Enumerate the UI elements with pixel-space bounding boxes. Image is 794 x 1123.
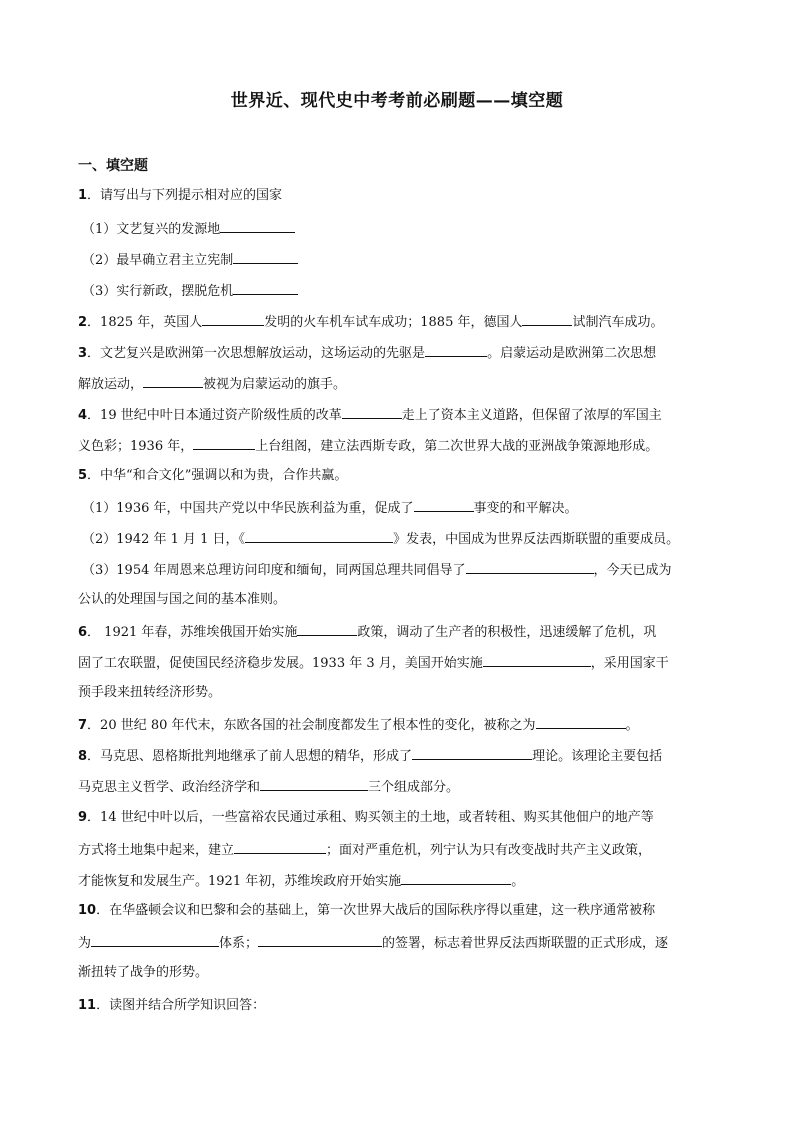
question-line <box>82 497 722 519</box>
question-text: ．中华“和合文化”强调以和为贵，合作共赢。 <box>87 468 348 483</box>
question-text: 的签署，标志着世界反法西斯联盟的正式形成，逐 <box>382 936 669 951</box>
question-1 <box>78 186 718 206</box>
question-text: 方式将土地集中起来，建立 <box>78 843 235 858</box>
question-text: 公认的处理国与国之间的基本准则。 <box>78 592 287 607</box>
question-3 <box>78 342 718 364</box>
question-text: 体系； <box>219 936 259 951</box>
question-text: ．马克思、恩格斯批判地继承了前人思想的精华，形成了 <box>87 749 413 764</box>
question-5 <box>78 466 718 486</box>
question-text: ；面对严重危机，列宁认为只有改变战时共产主义政策， <box>326 843 652 858</box>
question-text: 三个组成部分。 <box>368 780 460 795</box>
question-text: 解放运动， <box>78 377 144 392</box>
question-text: ． 1921 年春，苏维埃俄国开始实施 <box>87 625 298 640</box>
question-text: ．请写出与下列提示相对应的国家 <box>87 188 283 203</box>
question-line <box>78 776 718 798</box>
question-text: 政策，调动了生产者的积极性，迅速缓解了危机，巩 <box>357 625 657 640</box>
question-text: 固了工农联盟，促使国民经济稳步发展。1933 年 3 月，美国开始实施 <box>78 656 483 671</box>
question-line <box>78 435 718 457</box>
question-text: ．20 世纪 80 年代末，东欧各国的社会制度都发生了根本性的变化，被称之为 <box>87 718 536 733</box>
answer-blank[interactable] <box>220 218 295 233</box>
question-2 <box>78 311 718 333</box>
question-line <box>78 839 718 861</box>
question-line <box>82 218 722 240</box>
question-9 <box>78 808 718 828</box>
question-text: 预手段来扭转经济形势。 <box>78 685 222 700</box>
question-11 <box>78 996 718 1016</box>
question-text: 发明的火车机车试车成功；1885 年，德国人 <box>264 315 523 330</box>
question-number: 9 <box>78 810 88 825</box>
answer-blank[interactable] <box>260 776 368 791</box>
question-line <box>82 249 722 271</box>
answer-blank[interactable] <box>466 559 594 574</box>
answer-blank[interactable] <box>342 404 402 419</box>
question-number: 2 <box>78 315 88 330</box>
question-text: ，采用国家干 <box>590 656 669 671</box>
question-line <box>78 652 718 674</box>
answer-blank[interactable] <box>522 311 572 326</box>
question-text: （3）实行新政，摆脱危机 <box>82 284 234 299</box>
question-text: ．在华盛顿会议和巴黎和会的基础上，第一次世界大战后的国际秩序得以重建，这一秩序通常被称 <box>96 903 656 918</box>
question-line <box>78 683 718 703</box>
question-text: 。 <box>511 874 525 889</box>
question-text: 走上了资本主义道路，但保留了浓厚的军国主 <box>401 408 662 423</box>
question-text: 被视为启蒙运动的旗手。 <box>203 377 347 392</box>
question-number: 6 <box>78 625 88 640</box>
question-8 <box>78 745 718 767</box>
question-line <box>78 932 718 954</box>
answer-blank[interactable] <box>297 621 357 636</box>
answer-blank[interactable] <box>401 870 511 885</box>
answer-blank[interactable] <box>258 932 382 947</box>
question-7 <box>78 714 718 736</box>
page-title: 世界近、现代史中考考前必刷题——填空题 <box>230 91 564 111</box>
answer-blank[interactable] <box>202 311 264 326</box>
question-number: 8 <box>78 749 88 764</box>
question-line <box>82 280 722 302</box>
question-6 <box>78 621 718 643</box>
question-number: 4 <box>78 408 88 423</box>
question-text: 。启蒙运动是欧洲第二次思想 <box>487 346 657 361</box>
question-text: ．14 世纪中叶以后，一些富裕农民通过承租、购买领主的土地，或者转租、购买其他佃户的地产等 <box>87 810 654 825</box>
question-text: （3）1954 年周恩来总理访问印度和缅甸，同两国总理共同倡导了 <box>82 563 466 578</box>
answer-blank[interactable] <box>483 652 591 667</box>
answer-blank[interactable] <box>412 745 532 760</box>
question-number: 7 <box>78 718 88 733</box>
answer-blank[interactable] <box>91 932 219 947</box>
question-text: ．19 世纪中叶日本通过资产阶级性质的改革 <box>87 408 342 423</box>
question-text: （2）最早确立君主立宪制 <box>82 253 234 268</box>
answer-blank[interactable] <box>425 342 487 357</box>
question-text: 》发表，中国成为世界反法西斯联盟的重要成员。 <box>393 532 680 547</box>
answer-blank[interactable] <box>193 435 255 450</box>
question-line <box>82 528 722 550</box>
question-line <box>78 590 718 610</box>
question-text: 上台组阁，建立法西斯专政，第二次世界大战的亚洲战争策源地形成。 <box>255 439 659 454</box>
question-number: 10 <box>78 903 97 918</box>
question-text: 义色彩；1936 年， <box>78 439 194 454</box>
question-text: ．读图并结合所学知识回答： <box>96 998 266 1013</box>
question-line <box>78 373 718 395</box>
question-number: 11 <box>78 998 97 1013</box>
answer-blank[interactable] <box>234 839 326 854</box>
question-text: 事变的和平解决。 <box>473 501 578 516</box>
question-text: 为 <box>78 936 92 951</box>
question-number: 1 <box>78 188 88 203</box>
question-text: ．文艺复兴是欧洲第一次思想解放运动，这场运动的先驱是 <box>87 346 426 361</box>
question-text: 渐扭转了战争的形势。 <box>78 965 209 980</box>
question-text: ．1825 年，英国人 <box>87 315 203 330</box>
answer-blank[interactable] <box>245 528 393 543</box>
question-text: 才能恢复和发展生产。1921 年初，苏维埃政府开始实施 <box>78 874 402 889</box>
question-line <box>78 963 718 983</box>
question-line <box>82 559 722 581</box>
question-text: 。 <box>625 718 639 733</box>
section-heading: 一、填空题 <box>78 158 148 174</box>
question-10 <box>78 901 718 921</box>
question-number: 3 <box>78 346 88 361</box>
question-text: （1）文艺复兴的发源地 <box>82 222 221 237</box>
question-line <box>78 870 718 892</box>
question-number: 5 <box>78 468 88 483</box>
question-text: ，今天已成为 <box>593 563 672 578</box>
answer-blank[interactable] <box>233 249 298 264</box>
question-text: （2）1942 年 1 月 1 日，《 <box>82 532 246 547</box>
question-4 <box>78 404 718 426</box>
answer-blank[interactable] <box>414 497 474 512</box>
question-text: 马克思主义哲学、政治经济学和 <box>78 780 261 795</box>
question-text: 试制汽车成功。 <box>572 315 664 330</box>
question-text: （1）1936 年，中国共产党以中华民族利益为重，促成了 <box>82 501 414 516</box>
question-text: 理论。该理论主要包括 <box>532 749 663 764</box>
answer-blank[interactable] <box>536 714 626 729</box>
answer-blank[interactable] <box>143 373 203 388</box>
answer-blank[interactable] <box>233 280 298 295</box>
